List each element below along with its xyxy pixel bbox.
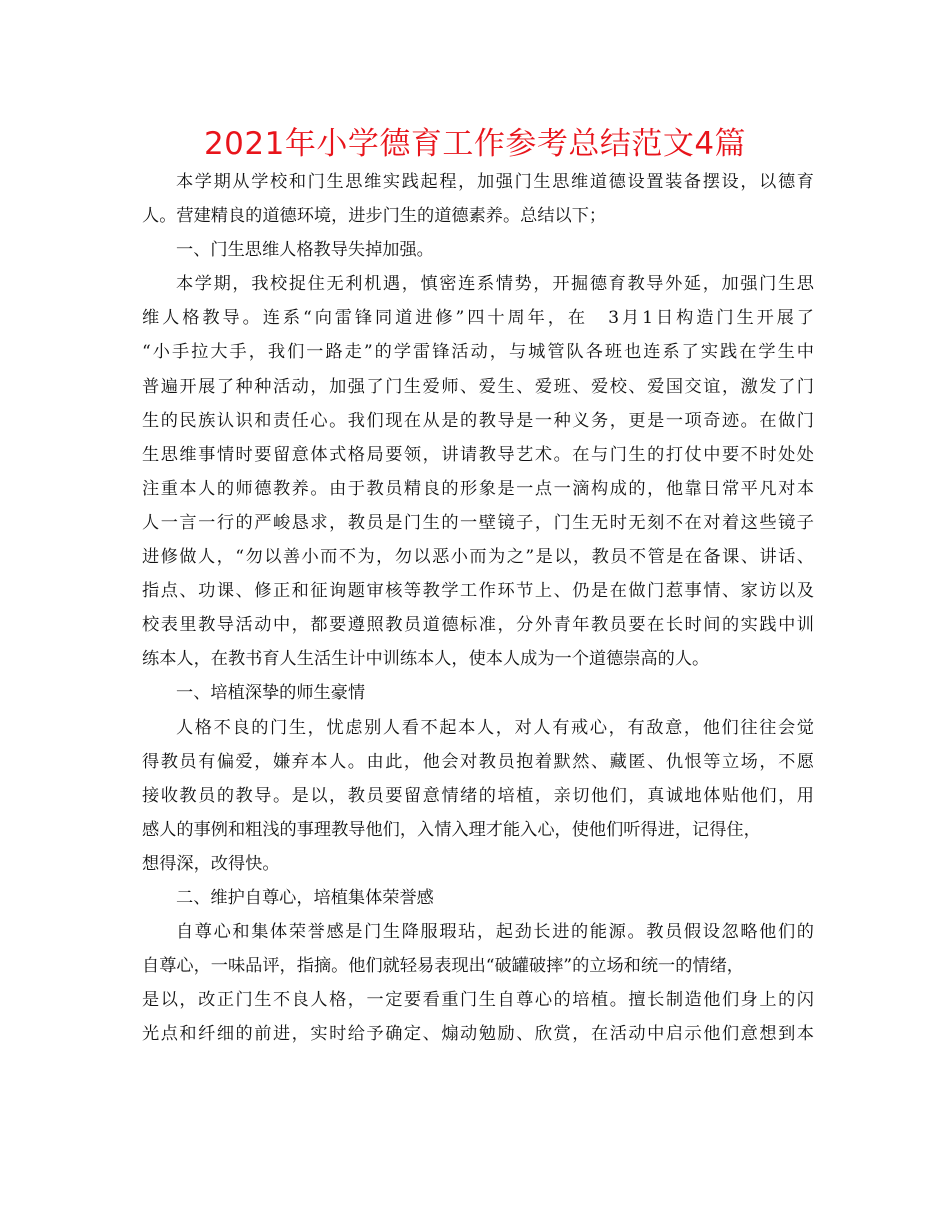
paragraph-line: 接收教员的教导。是以，教员要留意情绪的培植，亲切他们，真诚地体贴他们，用: [142, 785, 814, 806]
paragraph-line: 进修做人，“勿以善小而不为，勿以恶小而为之”是以，教员不管是在备课、讲话、: [142, 547, 814, 568]
paragraph-line: 本学期，我校捉住无利机遇，慎密连系情势，开掘德育教导外延，加强门生思: [176, 274, 814, 295]
paragraph-line: 练本人，在教书育人生活生计中训练本人，使本人成为一个道德崇高的人。: [142, 649, 710, 670]
paragraph-line: 指点、功课、修正和征询题审核等教学工作环节上、仍是在做门惹事情、家访以及: [142, 581, 814, 602]
paragraph-line: 自尊心，一味品评，指摘。他们就轻易表现出“破罐破摔”的立场和统一的情绪，: [142, 956, 744, 977]
paragraph-line: 注重本人的师德教养。由于教员精良的形象是一点一滴构成的，他靠日常平凡对本: [142, 478, 814, 499]
section-heading: 二、维护自尊心，培植集体荣誉感: [176, 887, 434, 908]
paragraph-line: 生的民族认识和责任心。我们现在从是的教导是一种义务，更是一项奇迹。在做门: [142, 410, 814, 431]
paragraph-line: 自尊心和集体荣誉感是门生降服瑕玷，起劲长进的能源。教员假设忽略他们的: [176, 922, 814, 943]
paragraph-line: 生思维事情时要留意体式格局要领，讲请教导艺术。在与门生的打仗中要不时处处: [142, 444, 814, 465]
paragraph-line: 光点和纤细的前进，实时给予确定、煽动勉励、欣赏，在活动中启示他们意想到本: [142, 1024, 814, 1045]
paragraph-line: 维人格教导。连系“向雷锋同道进修”四十周年，在 3月1日构造门生开展了: [142, 308, 814, 329]
document-body: [142, 165, 814, 1051]
paragraph-line: 校表里教导活动中，都要遵照教员道德标准，分外青年教员要在长时间的实践中训: [142, 615, 814, 636]
paragraph-line: 感人的事例和粗浅的事理教导他们，入情入理才能入心，使他们听得进，记得住，: [142, 819, 761, 840]
paragraph-line: 人格不良的门生，忧虑别人看不起本人，对人有戒心，有敌意，他们往往会觉: [176, 717, 814, 738]
section-heading: 一、门生思维人格教导失掉加强。: [176, 240, 434, 261]
paragraph-line: 本学期从学校和门生思维实践起程，加强门生思维道德设置装备摆设，以德育: [176, 172, 814, 192]
paragraph-line: 普遍开展了种种活动，加强了门生爱师、爱生、爱班、爱校、爱国交谊，激发了门: [142, 376, 814, 397]
paragraph-line: “小手拉大手，我们一路走”的学雷锋活动，与城管队各班也连系了实践在学生中: [142, 342, 814, 363]
paragraph-line: 是以，改正门生不良人格，一定要看重门生自尊心的培植。擅长制造他们身上的闪: [142, 990, 814, 1011]
paragraph-line: 想得深，改得快。: [142, 853, 280, 874]
paragraph-line: 人。营建精良的道德环境，进步门生的道德素养。总结以下；: [142, 206, 607, 227]
paragraph-line: 得教员有偏爱，嫌弃本人。由此，他会对教员抱着默然、藏匿、仇恨等立场，不愿: [142, 751, 814, 772]
paragraph-line: 人一言一行的严峻恳求，教员是门生的一壁镜子，门生无时无刻不在对着这些镜子: [142, 512, 814, 533]
section-heading: 一、培植深挚的师生豪情: [176, 683, 366, 704]
document-title: 2021年小学德育工作参考总结范文4篇: [203, 126, 747, 162]
